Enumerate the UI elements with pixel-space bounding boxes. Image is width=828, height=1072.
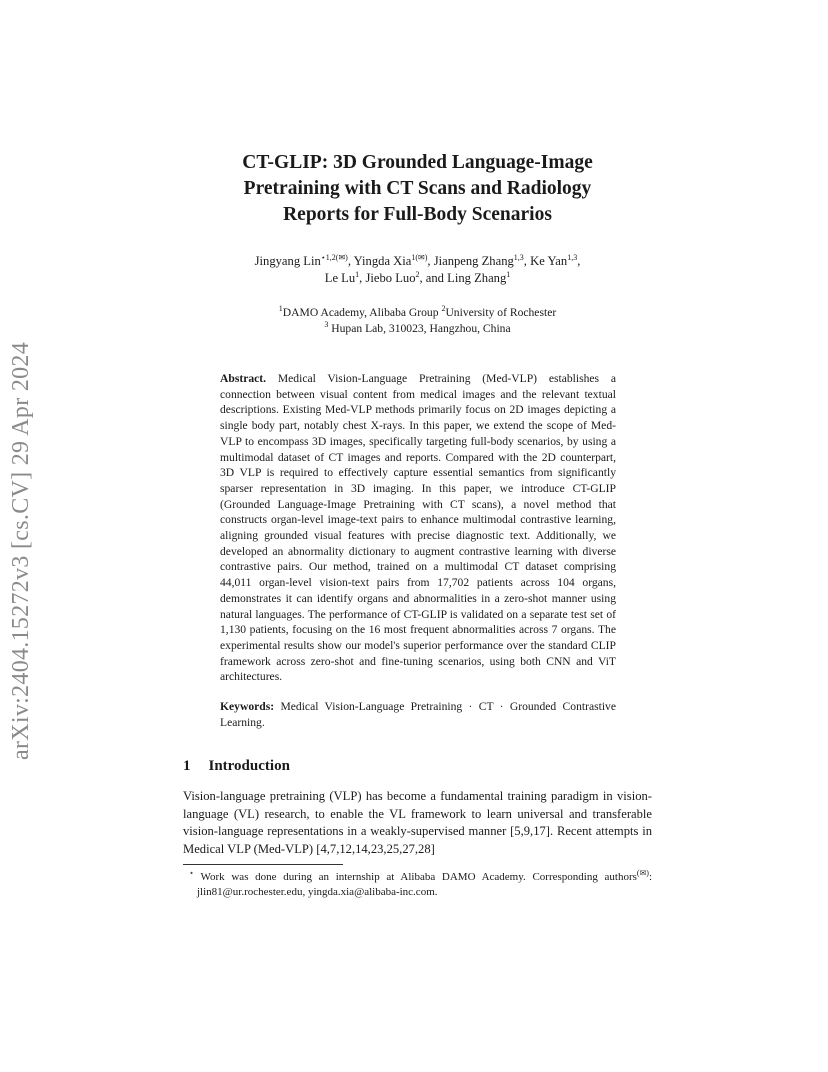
author-affiliation-mark: ⋆1,2(✉) [320,252,348,262]
affiliation-mark: 3 [324,320,329,330]
section-heading [183,756,652,776]
author-affiliation-mark: 1,3 [567,252,578,262]
author-affiliation-mark: 2 [415,269,420,279]
author-name: Yingda Xia [353,254,412,268]
affiliation-name: Hupan Lab, 310023, Hangzhou, China [331,322,511,335]
author-affiliation-mark: 1 [506,269,511,279]
footnote [183,870,652,900]
intro-paragraph: Vision-language pretraining (VLP) has become a fundamental training paradigm in vision-language (VL) research, to enable the VL framework to learn universal and transferable vision-language representations in a weakly-supervised manner [5,9,17]. Recent attempts in Medical VLP (Med-VLP) [4,7,12,14,23,25,27,28] [183,789,652,856]
footnote-corresponding-mark: (✉) [636,868,649,878]
author-affiliation-mark: 1(✉) [411,252,428,262]
author-name: Jingyang Lin [254,254,321,268]
abstract [220,371,616,685]
author-affiliation-mark: 1,3 [513,252,524,262]
title-line: Pretraining with CT Scans and Radiology [243,178,592,199]
author-name: Le Lu [324,271,356,285]
keywords-label: Keywords: [220,700,275,714]
affiliation-name: DAMO Academy, Alibaba Group [282,306,439,319]
section-title: Introduction [208,758,290,775]
paper-title [183,150,652,228]
section-number: 1 [183,758,191,775]
keywords [220,699,616,730]
affiliation-list [183,305,652,337]
paper-first-page [183,150,652,900]
footnote-rule [183,864,343,865]
title-line: Reports for Full-Body Scenarios [283,204,552,225]
affiliation-mark: 1 [278,304,283,314]
affiliation-name: University of Rochester [445,306,557,319]
author-name: Ling Zhang [447,271,507,285]
abstract-label: Abstract. [220,372,267,385]
author-name: Ke Yan [530,254,568,268]
affiliation-mark: 2 [441,304,446,314]
footnote-mark: ⋆ [189,868,195,878]
author-list: Jingyang Lin$^{⋆1,2(✉)}$, Yingda Xia$^{1(✉)}$, Jianpeng Zhang$^{1,3}$, Ke Yan$^{1,3}$, Le Lu$^1$, Jiebo Luo$^2$, and Ling Zhang$^1$ [254,252,581,285]
author-affiliation-mark: 1 [355,269,360,279]
footnote-text: Work was done during an internship at Alibaba DAMO Academy. Corresponding authors [200,871,637,884]
author-name: Jiebo Luo [365,271,416,285]
arxiv-identifier-stamp: arXiv:2404.15272v3 [cs.CV] 29 Apr 2024 [8,341,34,760]
author-name: Jianpeng Zhang [433,254,514,268]
title-line: CT-GLIP: 3D Grounded Language-Image [242,152,593,173]
keywords-text: Medical Vision-Language Pretraining · CT · Grounded Contrastive Learning. [220,700,617,729]
author-conjunction: and [425,271,444,285]
abstract-text: Medical Vision-Language Pretraining (Med-VLP) establishes a connection between visual content from medical images and the relevant textual descriptions. Existing Med-VLP methods primarily focus on 2D images depicting a single body part, notably chest X-rays. In this paper, we extend the scope of Med-VLP to encompass 3D images, specifically targeting full-body scenarios, by using a multimodal dataset of CT images and reports. Compared with the 2D counterpart, 3D VLP is required to effectively capture essential semantics from significantly sparser representation in 3D imaging. In this paper, we introduce CT-GLIP (Grounded Language-Image Pretraining with CT scans), a novel method that constructs organ-level image-text pairs to enhance multimodal contrastive learning, aligning grounded visual features with precise diagnostic text. Additionally, we developed an abnormality dictionary to augment contrastive learning with diverse contrastive pairs. Our method, trained on a multimodal CT dataset comprising 44,011 organ-level vision-text pairs from 17,702 patients across 104 organs, demonstrates it can identify organs and abnormalities in a zero-shot manner using natural languages. The performance of CT-GLIP is validated on a separate test set of 1,130 patients, focusing on the 16 most frequent abnormalities across 7 organs. The experimental results show our model's superior performance over the standard CLIP framework across zero-shot and fine-tuning scenarios, using both CNN and ViT architectures. [220,372,616,684]
footnote-emails: : jlin81@ur.rochester.edu, yingda.xia@alibaba-inc.com. [197,871,652,899]
